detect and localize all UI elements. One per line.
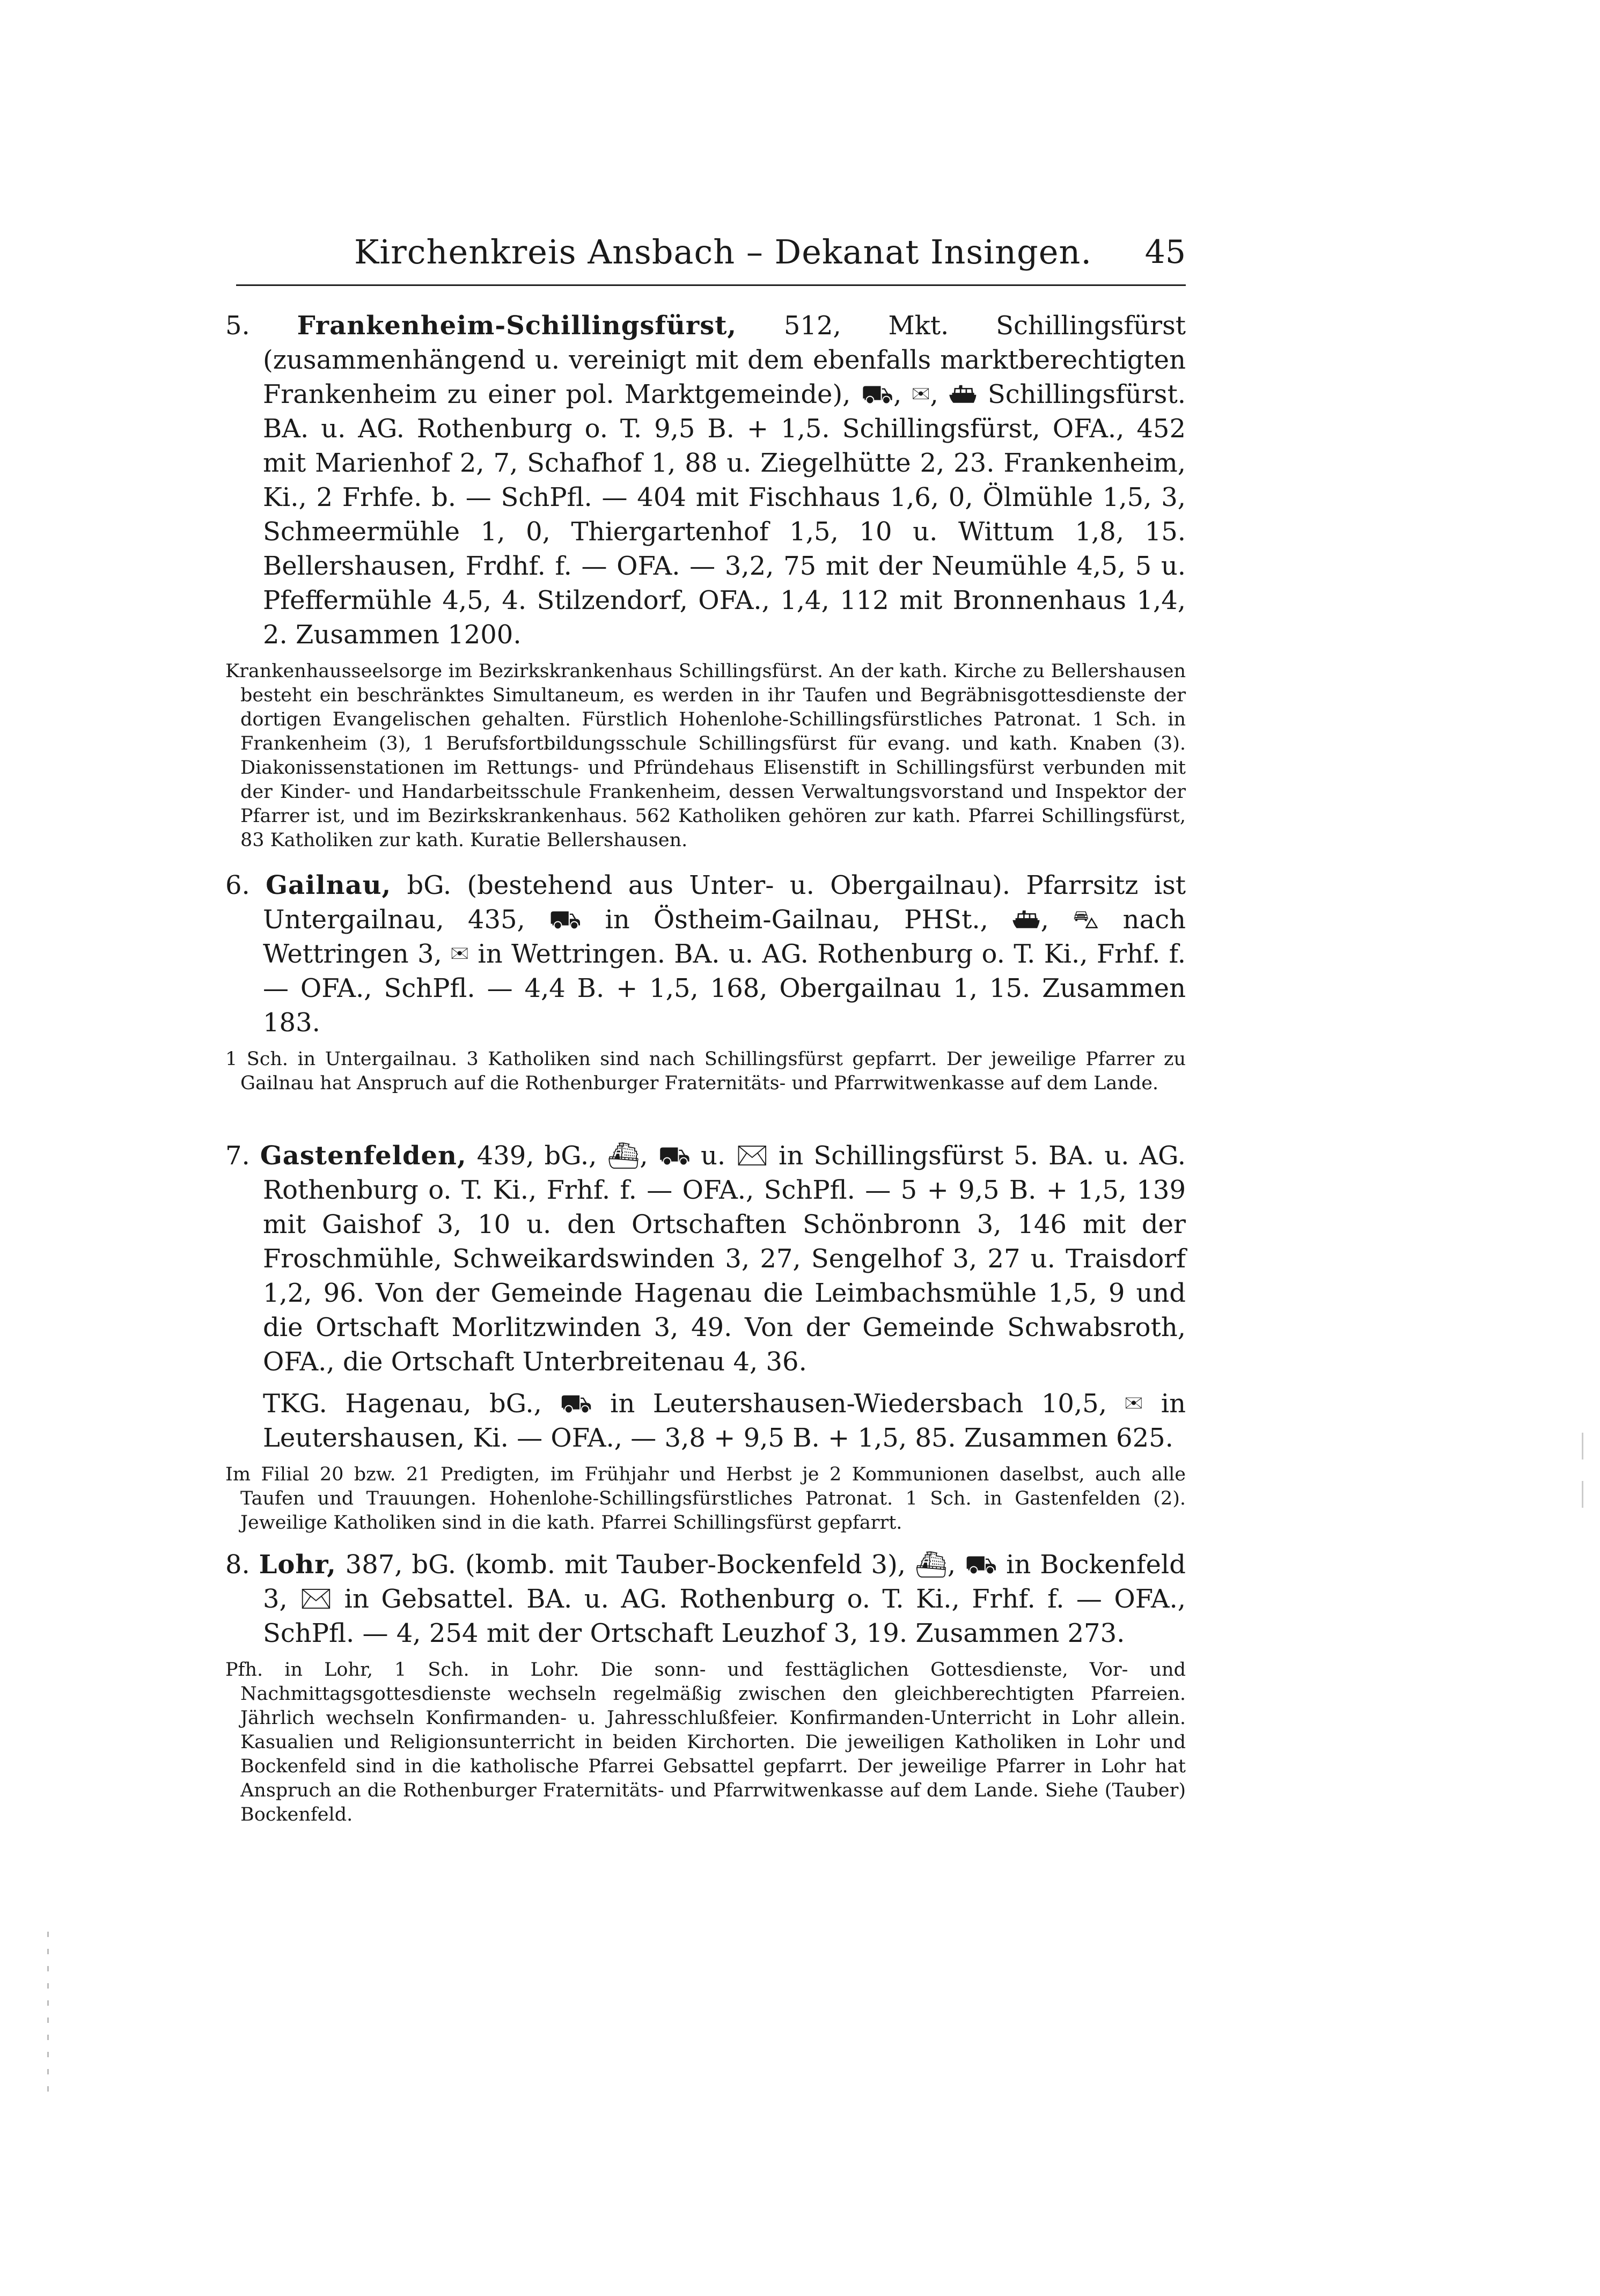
entry-number: 6.	[225, 870, 250, 900]
entry-note: Im Filial 20 bzw. 21 Predigten, im Frühjahr und Herbst je 2 Kommunionen daselbst, auch alle Taufen und Trauungen. Hohenlohe-Schillingsfürstliches Patronat. 1 Sch. in Gastenfelden (2). Jeweilige Katholiken sind in die kath. Pfarrei Schillingsfürst gepfarrt.	[225, 1464, 1186, 1534]
entry-body: 439, bG., ⛴, ⛟ u. ✉ in Schillingsfürst 5. BA. u. AG. Rothenburg o. T. Ki., Frhf. f. — OFA., SchPfl. — 5 + 9,5 B. + 1,5, 139 mit Gaishof 3, 10 u. den Ortschaften Schönbronn 3, 146 mit der Froschmühle, Schweikardswinden 3, 27, Sengelhof 3, 27 u. Traisdorf 1,2, 96. Von der Gemeinde Hagenau die Leimbachsmühle 1,5, 9 und die Ortschaft Morlitzwinden 3, 49. Von der Gemeinde Schwabsroth, OFA., die Ortschaft Unterbreitenau 4, 36.	[263, 1141, 1186, 1377]
entry-main-text	[225, 1547, 1186, 1651]
parish-entry	[225, 1547, 1186, 1827]
page-header	[236, 225, 1186, 286]
scan-margin-marks	[47, 1932, 50, 2125]
scan-mark	[1582, 1481, 1583, 1508]
entry-note: Krankenhausseelsorge im Bezirkskrankenhaus Schillingsfürst. An der kath. Kirche zu Bellershausen besteht ein beschränktes Simultaneum, es werden in ihr Taufen und Begräbnisgottesdienste der dortigen Evangelischen gehalten. Fürstlich Hohenlohe-Schillingsfürstliches Patronat. 1 Sch. in Frankenheim (3), 1 Berufsfortbildungsschule Schillingsfürst für evang. und kath. Knaben (3). Diakonissenstationen im Rettungs- und Pfründehaus Elisenstift in Schillingsfürst verbunden mit der Kinder- und Handarbeitsschule Frankenheim, dessen Verwaltungsvorstand und Inspektor der Pfarrer ist, und im Bezirkskrankenhaus. 562 Katholiken gehören zur kath. Pfarrei Schillingsfürst, 83 Katholiken zur kath. Kuratie Bellershausen.	[225, 661, 1186, 851]
scan-mark	[47, 2000, 49, 2006]
entry-body: bG. (bestehend aus Unter- u. Obergailnau). Pfarrsitz ist Untergailnau, 435, ⛟ in Östheim-Gailnau, PHSt., ⛴, ⛍ nach Wettringen 3, ✉ in Wettringen. BA. u. AG. Rothenburg o. T. Ki., Frhf. f. — OFA., SchPfl. — 4,4 B. + 1,5, 168, Obergailnau 1, 15. Zusammen 183.	[263, 870, 1186, 1038]
entry-number: 7.	[225, 1141, 250, 1171]
entry-body: 512, Mkt. Schillingsfürst (zusammenhängend u. vereinigt mit dem ebenfalls marktberechtigten Frankenheim zu einer pol. Marktgemeinde), ⛟, ✉, ⛴ Schillingsfürst. BA. u. AG. Rothenburg o. T. 9,5 B. + 1,5. Schillingsfürst, OFA., 452 mit Marienhof 2, 7, Schafhof 1, 88 u. Ziegelhütte 2, 23. Frankenheim, Ki., 2 Frhfe. b. — SchPfl. — 404 mit Fischhaus 1,6, 0, Ölmühle 1,5, 3, Schmeermühle 1, 0, Thiergartenhof 1,5, 10 u. Wittum 1,8, 15. Bellershausen, Frdhf. f. — OFA. — 3,2, 75 mit der Neumühle 4,5, 5 u. Pfeffermühle 4,5, 4. Stilzendorf, OFA., 1,4, 112 mit Bronnenhaus 1,4, 2. Zusammen 1200.	[263, 311, 1186, 650]
parish-entry	[225, 309, 1186, 853]
entry-name: Lohr,	[259, 1550, 336, 1580]
entry-name: Gastenfelden,	[260, 1141, 467, 1171]
scan-mark	[47, 2086, 49, 2092]
scan-mark	[47, 1966, 49, 1971]
entry-note: Pfh. in Lohr, 1 Sch. in Lohr. Die sonn- und festtäglichen Gottesdienste, Vor- und Nachmittagsgottesdienste wechseln regelmäßig zwischen den gleichberechtigten Pfarreien. Jährlich wechseln Konfirmanden- u. Jahresschlußfeier. Konfirmanden-Unterricht in Lohr allein. Kasualien und Religionsunterricht in beiden Kirchorten. Die jeweiligen Katholiken in Lohr und Bockenfeld sind in die katholische Pfarrei Gebsattel gepfarrt. Der jeweilige Pfarrer in Lohr hat Anspruch an die Rothenburger Fraternitäts- und Pfarrwitwenkasse auf dem Lande. Siehe (Tauber) Bockenfeld.	[225, 1659, 1186, 1825]
scan-mark	[47, 2035, 49, 2040]
entry-name: Frankenheim-Schillingsfürst,	[297, 311, 737, 341]
entry-main-text	[225, 868, 1186, 1040]
scan-mark	[47, 1983, 49, 1989]
entry-name: Gailnau,	[266, 870, 392, 900]
entry-note: 1 Sch. in Untergailnau. 3 Katholiken sind nach Schillingsfürst gepfarrt. Der jeweilige Pfarrer zu Gailnau hat Anspruch auf die Rothenburger Fraternitäts- und Pfarrwitwenkasse auf dem Lande.	[225, 1048, 1186, 1094]
page-number: 45	[1144, 233, 1186, 271]
scan-mark	[47, 1932, 49, 1937]
entry-main-text	[225, 309, 1186, 652]
scan-mark	[1582, 1433, 1583, 1459]
entry-filial-text: TKG. Hagenau, bG., ⛟ in Leutershausen-Wiedersbach 10,5, ✉ in Leutershausen, Ki. — OFA., — 3,8 + 9,5 B. + 1,5, 85. Zusammen 625.	[263, 1389, 1186, 1453]
scan-mark	[47, 1949, 49, 1954]
entry-number: 5.	[225, 311, 250, 341]
parish-entry	[225, 868, 1186, 1096]
entry-main-text	[225, 1139, 1186, 1379]
running-title: Kirchenkreis Ansbach – Dekanat Insingen.	[354, 232, 1092, 272]
scan-mark	[47, 2052, 49, 2057]
entry-number: 8.	[225, 1550, 250, 1580]
scan-mark	[47, 2069, 49, 2074]
scan-mark	[47, 2018, 49, 2023]
entry-body: 387, bG. (komb. mit Tauber-Bockenfeld 3), ⛴, ⛟ in Bockenfeld 3, ✉ in Gebsattel. BA. u. AG. Rothenburg o. T. Ki., Frhf. f. — OFA., SchPfl. — 4, 254 mit der Ortschaft Leuzhof 3, 19. Zusammen 273.	[263, 1550, 1186, 1648]
parish-entry	[225, 1139, 1186, 1535]
